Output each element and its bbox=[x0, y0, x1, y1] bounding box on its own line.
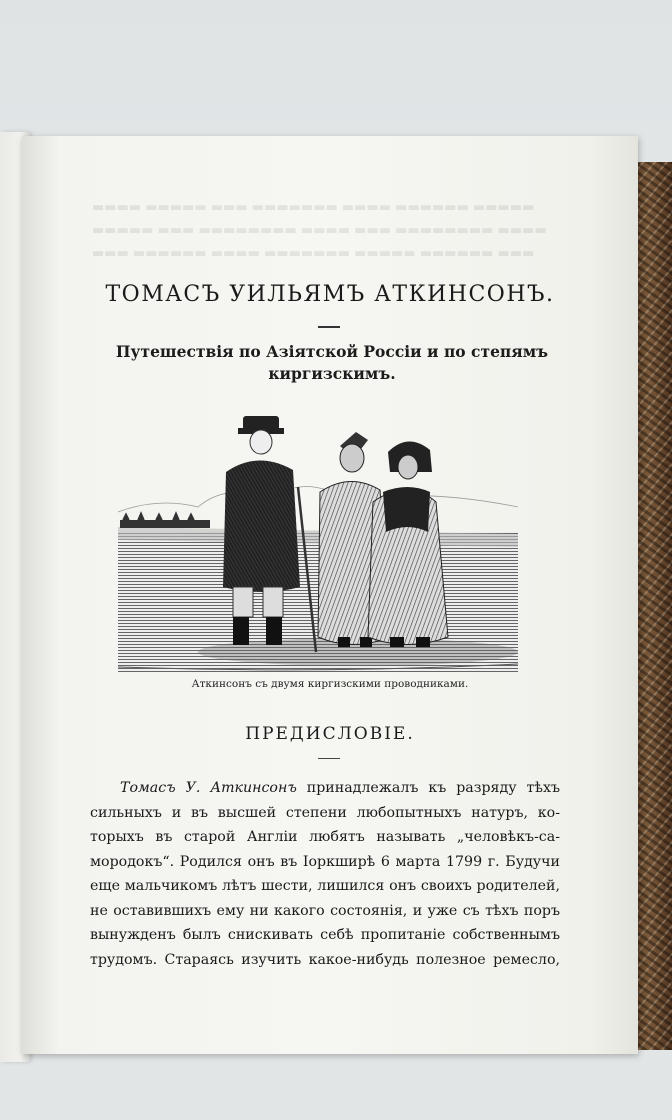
preface-line: вынужденъ былъ снискивать себѣ пропитаніе собственнымъ bbox=[90, 927, 560, 943]
preface-line: не оставившихъ ему ни какого состоянія, и уже съ тѣхъ поръ bbox=[90, 902, 560, 919]
preface-line: еще мальчикомъ лѣтъ шести, лишился онъ своихъ родителей, bbox=[90, 878, 560, 894]
preface-heading: ПРЕДИСЛОВІЕ. bbox=[245, 724, 415, 744]
subtitle bbox=[92, 341, 572, 385]
preface-divider bbox=[318, 758, 340, 759]
bleed-through-text: ▬▬▬▬ ▬▬▬▬▬ ▬▬▬ ▬▬▬▬▬▬▬ ▬▬▬▬ ▬▬▬▬▬▬ ▬▬▬▬▬ ▬▬▬▬▬ ▬▬▬ ▬▬▬▬▬▬▬▬ ▬▬▬▬ ▬▬▬ ▬▬▬▬▬▬▬▬ ▬▬▬▬ ▬▬▬ ▬▬▬▬▬▬ ▬▬▬▬ ▬▬▬▬▬▬▬ ▬▬▬▬▬ ▬▬▬▬▬▬ ▬▬▬ bbox=[92, 200, 547, 261]
distant-caravan bbox=[120, 513, 210, 528]
figure-guide-2 bbox=[368, 441, 448, 647]
preface-line: трудомъ. Стараясь изучить какое-нибудь полезное ремесло, bbox=[90, 951, 560, 968]
subtitle-line-2: киргизскимъ. bbox=[268, 364, 396, 383]
preface-line: мородокъ“. Родился онъ въ Іоркширѣ 6 марта 1799 г. Будучи bbox=[90, 853, 560, 870]
preface-line: сильныхъ и въ высшей степени любопытныхъ натуръ, ко- bbox=[90, 804, 560, 821]
title-divider bbox=[318, 326, 340, 328]
preface-body bbox=[90, 776, 560, 972]
subtitle-line-1: Путешествія по Азіятской Россіи и по степямъ bbox=[115, 342, 549, 361]
author-name: Томасъ У. Аткинсонъ bbox=[120, 780, 297, 796]
illustration-caption: Аткинсонъ съ двумя киргизскими проводниками. bbox=[191, 678, 469, 690]
preface-line: торыхъ въ старой Англіи любятъ называть „человѣкъ-са- bbox=[90, 829, 560, 845]
preface-line-text: принадлежалъ къ разряду тѣхъ bbox=[296, 780, 560, 796]
book-page bbox=[22, 136, 638, 1054]
engraving-illustration bbox=[118, 412, 518, 672]
preface-line bbox=[90, 776, 560, 801]
page-title: ТОМАСЪ УИЛЬЯМЪ АТКИНСОНЪ. bbox=[105, 282, 555, 307]
